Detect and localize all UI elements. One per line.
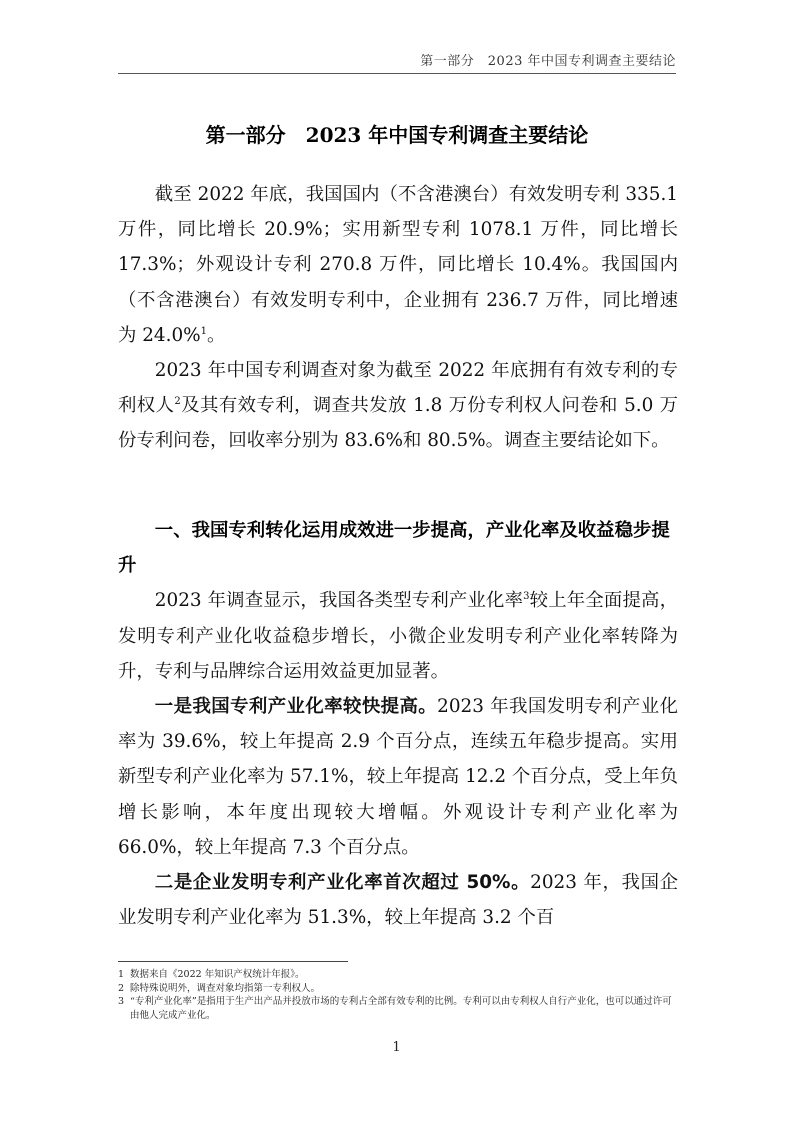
point-lead: 二是企业发明专利产业化率首次超过 50%。 (154, 872, 531, 894)
paragraph-survey-findings: 2023 年调查显示，我国各类型专利产业化率$^3$较上年全面提高，发明专利产业化收益稳步增长，小微企业发明专利产业化率转降为升，专利与品牌综合运用效益更加显著。 (118, 590, 678, 682)
footnote-ref-1[interactable]: 1 (200, 325, 208, 337)
footnote-2: 2 除特殊说明外，调查对象均指第一专利权人。 (118, 982, 321, 994)
footnote-ref-2[interactable]: 2 (174, 396, 181, 408)
section-1 (118, 513, 678, 935)
paragraph-industrialization-rate: 一是我国专利产业化率较快提高。2023 年我国发明专利产业化率为 39.6%，较上年提高 2.9 个百分点，连续五年稳步提高。实用新型专利产业化率为 57.1%，较上年提高 12.2 个百分点，受上年负增长影响，本年度出现较大增幅。外观设计专利产业化率为 66.0%，较上年提高 7.3 个百分点。 (118, 696, 678, 858)
footnote-rule (118, 961, 348, 962)
paragraph-enterprise-rate: 二是企业发明专利产业化率首次超过 50%。2023 年，我国企业发明专利产业化率为 51.3%，较上年提高 3.2 个百 (118, 872, 678, 929)
intro-section (118, 177, 678, 459)
footnote-3: 3 “专利产业化率”是指用于生产出产品并投放市场的专利占全部有效专利的比例。专利可以由专利权人自行产业化，也可以通过许可由他人完成产业化。 (118, 996, 672, 1021)
page-number: 1 (392, 1040, 401, 1055)
running-header: 第一部分 2023 年中国专利调查主要结论 (420, 54, 676, 69)
page-title: 第一部分 2023 年中国专利调查主要结论 (205, 123, 589, 147)
section-heading: 一、我国专利转化运用成效进一步提高，产业化率及收益稳步提升 (118, 520, 670, 577)
header-rule (118, 73, 676, 74)
footnotes (118, 968, 678, 1022)
paragraph-patent-stock: 截至 2022 年底，我国国内（不含港澳台）有效发明专利 335.1 万件，同比增长 20.9%；实用新型专利 1078.1 万件，同比增长 17.3%；外观设计专利 270.8 万件，同比增长 10.4%。我国国内（不含港澳台）有效发明专利中，企业拥有 236.7 万件，同比增速为 24.0%$^1$。 (118, 184, 678, 346)
footnote-1: 1 数据来自《2022 年知识产权统计年报》。 (118, 969, 305, 980)
point-lead: 一是我国专利产业化率较快提高。 (154, 696, 438, 718)
footnote-ref-3[interactable]: 3 (523, 591, 530, 603)
paragraph-survey-scope: 2023 年中国专利调查对象为截至 2022 年底拥有有效专利的专利权人$^2$及其有效专利，调查共发放 1.8 万份专利权人问卷和 5.0 万份专利问卷，回收率分别为 83.6%和 80.5%。调查主要结论如下。 (118, 360, 678, 452)
